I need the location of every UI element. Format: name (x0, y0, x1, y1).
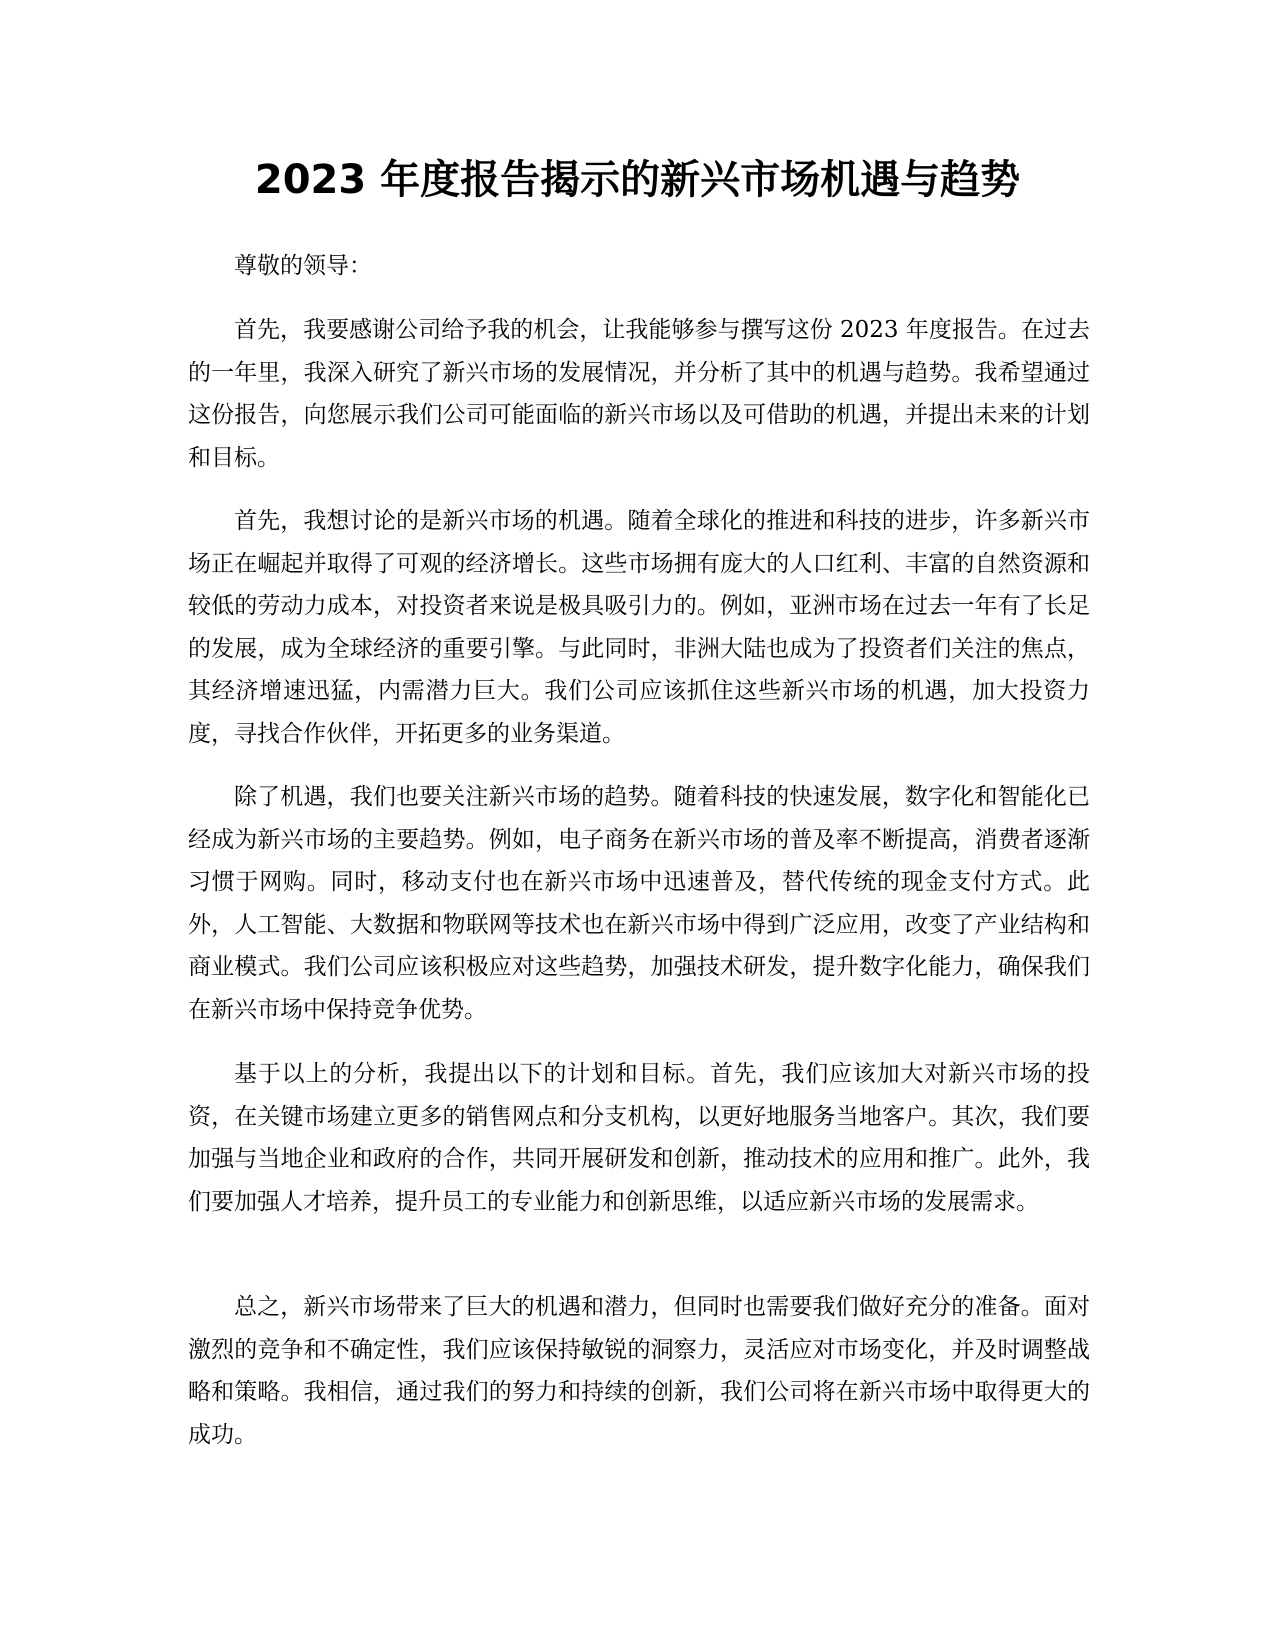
paragraph: 首先，我要感谢公司给予我的机会，让我能够参与撰写这份 2023 年度报告。在过去的一年里，我深入研究了新兴市场的发展情况，并分析了其中的机遇与趋势。我希望通过这份报告，向您展示我们公司可能面临的新兴市场以及可借助的机遇，并提出未来的计划和目标。 (188, 317, 1090, 471)
paragraph: 除了机遇，我们也要关注新兴市场的趋势。随着科技的快速发展，数字化和智能化已经成为新兴市场的主要趋势。例如，电子商务在新兴市场的普及率不断提高，消费者逐渐习惯于网购。同时，移动支付也在新兴市场中迅速普及，替代传统的现金支付方式。此外，人工智能、大数据和物联网等技术也在新兴市场中得到广泛应用，改变了产业结构和商业模式。我们公司应该积极应对这些趋势，加强技术研发，提升数字化能力，确保我们在新兴市场中保持竞争优势。 (188, 784, 1090, 1023)
document-title: 2023 年度报告揭示的新兴市场机遇与趋势 (254, 157, 1021, 203)
paragraph: 总之，新兴市场带来了巨大的机遇和潜力，但同时也需要我们做好充分的准备。面对激烈的竞争和不确定性，我们应该保持敏锐的洞察力，灵活应对市场变化，并及时调整战略和策略。我相信，通过我们的努力和持续的创新，我们公司将在新兴市场中取得更大的成功。 (188, 1294, 1090, 1448)
paragraph: 基于以上的分析，我提出以下的计划和目标。首先，我们应该加大对新兴市场的投资，在关键市场建立更多的销售网点和分支机构，以更好地服务当地客户。其次，我们要加强与当地企业和政府的合作，共同开展研发和创新，推动技术的应用和推广。此外，我们要加强人才培养，提升员工的专业能力和创新思维，以适应新兴市场的发展需求。 (188, 1061, 1090, 1215)
paragraph: 首先，我想讨论的是新兴市场的机遇。随着全球化的推进和科技的进步，许多新兴市场正在崛起并取得了可观的经济增长。这些市场拥有庞大的人口红利、丰富的自然资源和较低的劳动力成本，对投资者来说是极具吸引力的。例如，亚洲市场在过去一年有了长足的发展，成为全球经济的重要引擎。与此同时，非洲大陆也成为了投资者们关注的焦点，其经济增速迅猛，内需潜力巨大。我们公司应该抓住这些新兴市场的机遇，加大投资力度，寻找合作伙伴，开拓更多的业务渠道。 (188, 508, 1090, 747)
salutation: 尊敬的领导： (234, 253, 372, 279)
